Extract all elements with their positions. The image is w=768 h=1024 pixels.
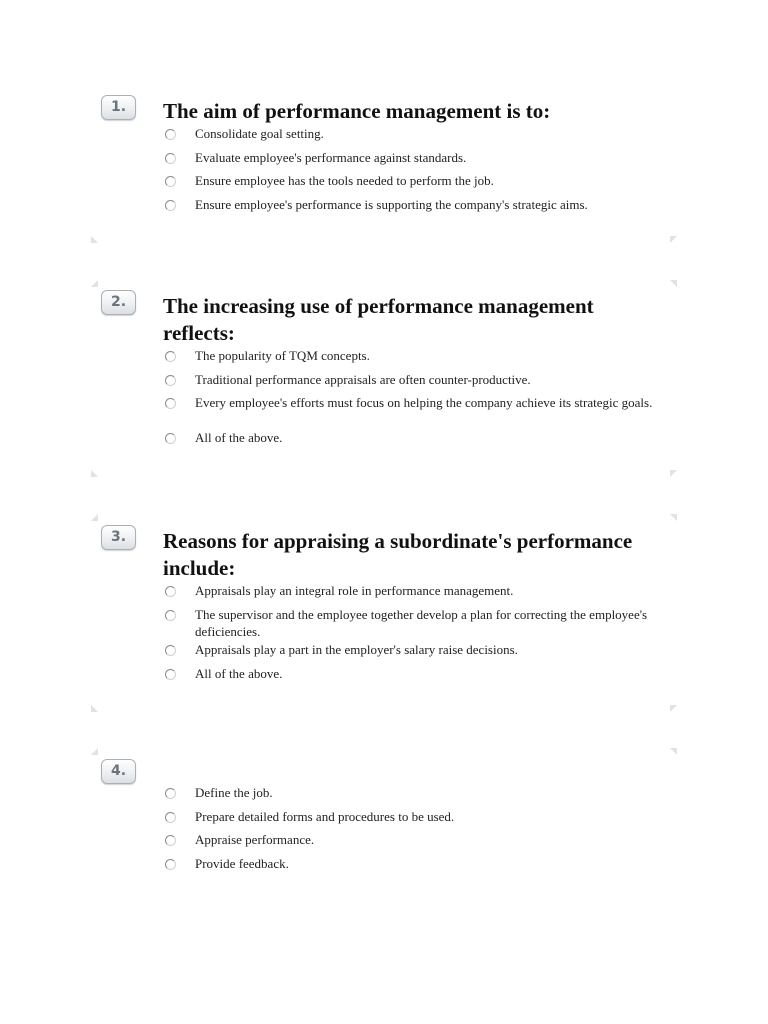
answer-label: Prepare detailed forms and procedures to be used.	[195, 809, 455, 824]
question-number-badge: 1.	[101, 95, 136, 120]
card-corner	[670, 236, 677, 243]
radio-button[interactable]	[165, 669, 176, 680]
answer-label: Consolidate goal setting.	[195, 126, 324, 141]
radio-button[interactable]	[165, 859, 176, 870]
question-title: The increasing use of performance management reflects:	[163, 294, 594, 345]
card-corner	[91, 470, 98, 477]
card-corner	[91, 705, 98, 712]
answer-label: Appraisals play a part in the employer's salary raise decisions.	[195, 642, 518, 657]
answer-label: Every employee's efforts must focus on helping the company achieve its strategic goals.	[195, 395, 653, 410]
answer-label: Appraisals play an integral role in performance management.	[195, 583, 514, 598]
radio-button[interactable]	[165, 200, 176, 211]
card-corner	[670, 514, 677, 521]
card-corner	[670, 470, 677, 477]
question-title: Reasons for appraising a subordinate's performance include:	[163, 529, 633, 580]
card-corner	[670, 705, 677, 712]
card-corner	[91, 514, 98, 521]
card-corner	[670, 748, 677, 755]
radio-button[interactable]	[165, 835, 176, 846]
question-number-badge: 3.	[101, 525, 136, 550]
radio-button[interactable]	[165, 351, 176, 362]
card-corner	[91, 748, 98, 755]
radio-button[interactable]	[165, 645, 176, 656]
card-corner	[91, 236, 98, 243]
card-corner	[670, 280, 677, 287]
radio-button[interactable]	[165, 398, 176, 409]
radio-button[interactable]	[165, 153, 176, 164]
answer-label: Provide feedback.	[195, 856, 289, 871]
radio-button[interactable]	[165, 176, 176, 187]
radio-button[interactable]	[165, 586, 176, 597]
radio-button[interactable]	[165, 433, 176, 444]
question-number-badge: 4.	[101, 759, 136, 784]
radio-button[interactable]	[165, 610, 176, 621]
answer-label: The supervisor and the employee together develop a plan for correcting the employee's deficiencies.	[195, 607, 648, 639]
answer-label: Traditional performance appraisals are often counter-productive.	[195, 372, 531, 387]
answer-label: Ensure employee has the tools needed to perform the job.	[195, 173, 494, 188]
radio-button[interactable]	[165, 129, 176, 140]
question-number-badge: 2.	[101, 290, 136, 315]
answer-label: Evaluate employee's performance against standards.	[195, 150, 467, 165]
answer-label: Define the job.	[195, 785, 273, 800]
card-corner	[91, 280, 98, 287]
radio-button[interactable]	[165, 788, 176, 799]
answer-label: Ensure employee's performance is supporting the company's strategic aims.	[195, 197, 588, 212]
answer-label: All of the above.	[195, 666, 283, 681]
radio-button[interactable]	[165, 375, 176, 386]
answer-label: The popularity of TQM concepts.	[195, 348, 370, 363]
question-title: The aim of performance management is to:	[163, 99, 551, 123]
radio-button[interactable]	[165, 812, 176, 823]
answer-label: Appraise performance.	[195, 832, 315, 847]
answer-label: All of the above.	[195, 430, 283, 445]
